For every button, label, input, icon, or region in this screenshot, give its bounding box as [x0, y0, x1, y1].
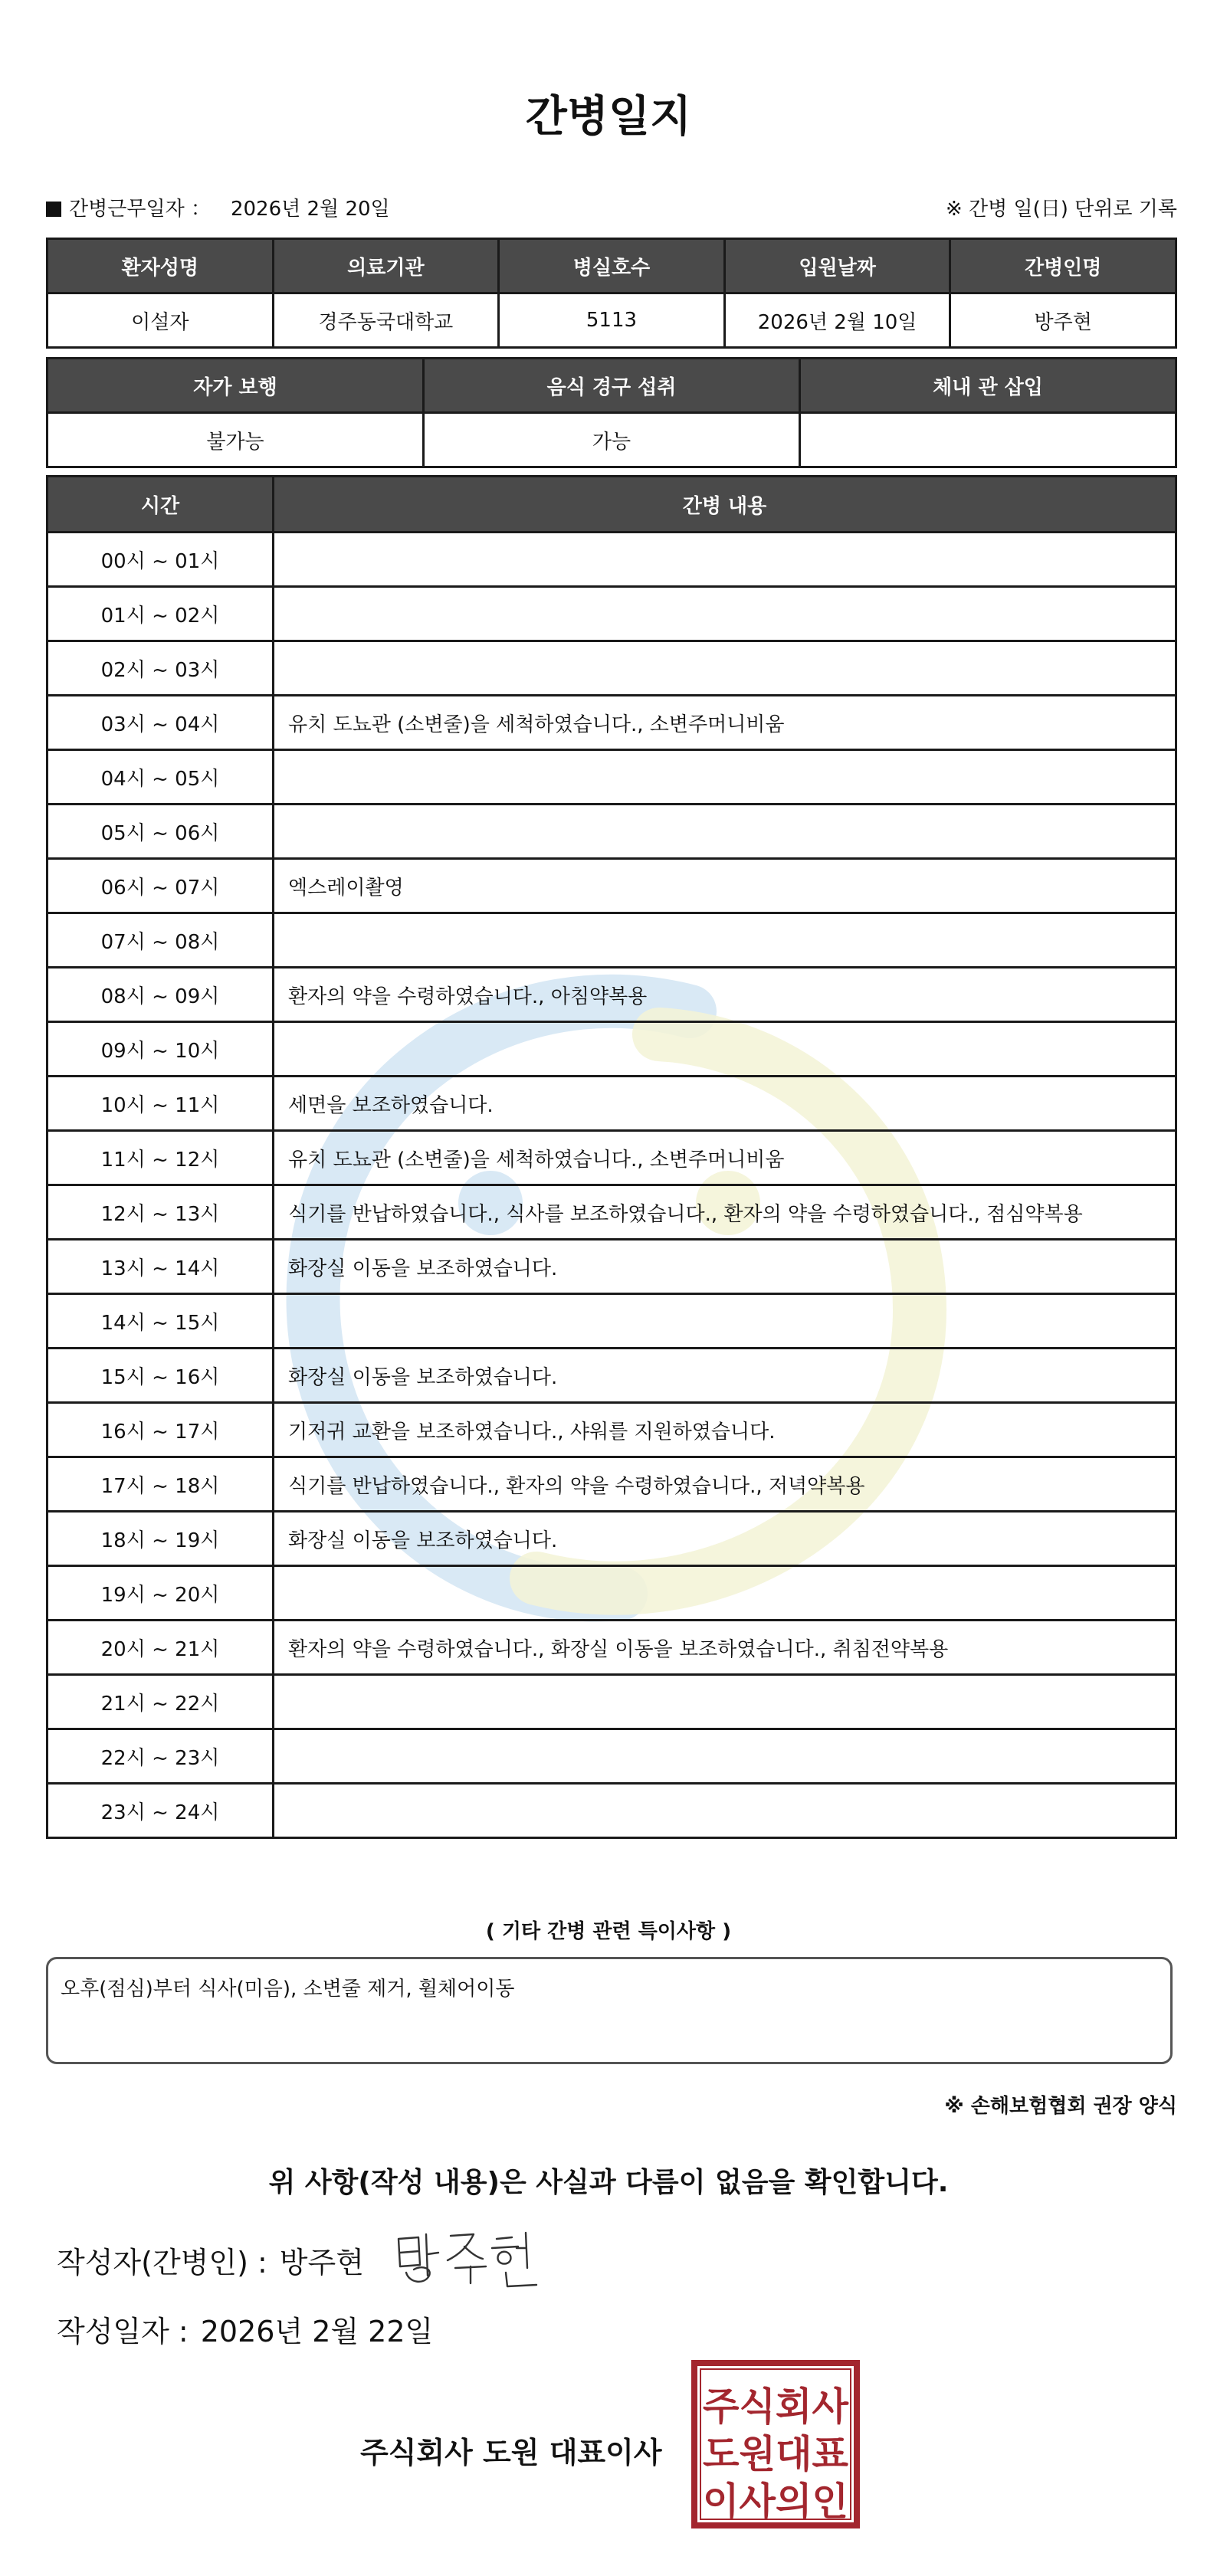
header-caregiver: 간병인명: [950, 239, 1176, 293]
self-walking-value: 불가능: [48, 413, 424, 467]
work-date-label: 간병근무일자 ：: [69, 198, 211, 221]
table-row: [48, 859, 1176, 913]
log-content-cell: 식기를 반납하였습니다., 식사를 보조하였습니다., 환자의 약을 수령하였습니다., 점심약복용: [274, 1185, 1176, 1240]
table-header-row: [48, 477, 1176, 533]
seal-line-3: 이사의인: [703, 2479, 848, 2524]
care-log-table: [46, 475, 1177, 1839]
log-content-cell: 유치 도뇨관 (소변줄)을 세척하였습니다., 소변주머니비움: [274, 1131, 1176, 1185]
log-content-cell: [274, 750, 1176, 805]
log-content-cell: 환자의 약을 수령하였습니다., 아침약복용: [274, 968, 1176, 1022]
log-content-cell: [274, 587, 1176, 641]
table-row: [48, 293, 1176, 348]
table-row: [48, 413, 1176, 467]
header-self-walking: 자가 보행: [48, 359, 424, 413]
company-representative: 주식회사 도원 대표이사: [360, 2436, 662, 2469]
log-content-cell: 화장실 이동을 보조하였습니다.: [274, 1240, 1176, 1294]
room-number: 5113: [499, 293, 725, 348]
written-date-value: 2026년 2월 22일: [200, 2315, 434, 2348]
company-seal-stamp: [690, 2358, 861, 2530]
patient-name: 이설자: [48, 293, 274, 348]
table-row: [48, 1621, 1176, 1675]
table-row: [48, 1784, 1176, 1838]
table-row: [48, 1349, 1176, 1403]
log-content-cell: 식기를 반납하였습니다., 환자의 약을 수령하였습니다., 저녁약복용: [274, 1457, 1176, 1512]
table-row: [48, 1185, 1176, 1240]
log-time-cell: 00시 ~ 01시: [48, 533, 274, 587]
header-oral-intake: 음식 경구 섭취: [424, 359, 800, 413]
log-content-cell: [274, 913, 1176, 968]
writer-line: [57, 2239, 364, 2281]
log-content-cell: [274, 533, 1176, 587]
header-tube-insertion: 체내 관 삽입: [800, 359, 1176, 413]
header-patient-name: 환자성명: [48, 239, 274, 293]
log-content-cell: [274, 1566, 1176, 1621]
log-time-cell: 04시 ~ 05시: [48, 750, 274, 805]
table-row: [48, 1294, 1176, 1349]
form-source-note: ※ 손해보험협회 권장 양식: [944, 2095, 1177, 2118]
table-row: [48, 587, 1176, 641]
caregiver-name: 방주현: [950, 293, 1176, 348]
tube-insertion-value: [800, 413, 1176, 467]
table-row: [48, 968, 1176, 1022]
work-date-line: [46, 193, 390, 221]
table-row: [48, 1131, 1176, 1185]
log-time-cell: 22시 ~ 23시: [48, 1729, 274, 1784]
page-title: 간병일지: [525, 92, 692, 142]
header-time: 시간: [48, 477, 274, 533]
confirmation-statement: 위 사항(작성 내용)은 사실과 다름이 없음을 확인합니다.: [268, 2167, 949, 2198]
seal-line-2: 도원대표: [703, 2432, 849, 2476]
header-admission-date: 입원날짜: [724, 239, 950, 293]
square-bullet-icon: [46, 202, 61, 217]
table-row: [48, 533, 1176, 587]
table-row: [48, 1675, 1176, 1729]
table-header-row: [48, 239, 1176, 293]
log-content-cell: 화장실 이동을 보조하였습니다.: [274, 1349, 1176, 1403]
table-header-row: [48, 359, 1176, 413]
log-content-cell: 세면을 보조하였습니다.: [274, 1077, 1176, 1131]
log-content-cell: 엑스레이촬영: [274, 859, 1176, 913]
table-row: [48, 1403, 1176, 1457]
table-row: [48, 1077, 1176, 1131]
special-notes-box: 오후(점심)부터 식사(미음), 소변줄 제거, 휠체어이동: [46, 1957, 1173, 2064]
log-content-cell: [274, 1729, 1176, 1784]
oral-intake-value: 가능: [424, 413, 800, 467]
log-time-cell: 13시 ~ 14시: [48, 1240, 274, 1294]
log-time-cell: 02시 ~ 03시: [48, 641, 274, 696]
header-hospital: 의료기관: [273, 239, 499, 293]
log-content-cell: [274, 641, 1176, 696]
log-time-cell: 14시 ~ 15시: [48, 1294, 274, 1349]
log-time-cell: 19시 ~ 20시: [48, 1566, 274, 1621]
table-row: [48, 1566, 1176, 1621]
table-row: [48, 1457, 1176, 1512]
work-date-value: 2026년 2월 20일: [230, 198, 390, 221]
log-content-cell: [274, 1294, 1176, 1349]
log-content-cell: 화장실 이동을 보조하였습니다.: [274, 1512, 1176, 1566]
log-time-cell: 09시 ~ 10시: [48, 1022, 274, 1077]
hospital-name: 경주동국대학교: [273, 293, 499, 348]
table-row: [48, 913, 1176, 968]
table-row: [48, 641, 1176, 696]
patient-status-table: [46, 357, 1177, 468]
table-row: [48, 1512, 1176, 1566]
log-time-cell: 08시 ~ 09시: [48, 968, 274, 1022]
log-time-cell: 05시 ~ 06시: [48, 805, 274, 859]
log-time-cell: 15시 ~ 16시: [48, 1349, 274, 1403]
log-time-cell: 11시 ~ 12시: [48, 1131, 274, 1185]
log-content-cell: [274, 1022, 1176, 1077]
log-time-cell: 01시 ~ 02시: [48, 587, 274, 641]
table-row: [48, 1022, 1176, 1077]
log-content-cell: 기저귀 교환을 보조하였습니다., 샤워를 지원하였습니다.: [274, 1403, 1176, 1457]
log-time-cell: 18시 ~ 19시: [48, 1512, 274, 1566]
header-room: 병실호수: [499, 239, 725, 293]
writer-label: 작성자(간병인) :: [57, 2246, 267, 2279]
log-content-cell: [274, 1784, 1176, 1838]
log-content-cell: [274, 1675, 1176, 1729]
log-time-cell: 20시 ~ 21시: [48, 1621, 274, 1675]
table-row: [48, 1240, 1176, 1294]
log-time-cell: 17시 ~ 18시: [48, 1457, 274, 1512]
admission-date: 2026년 2월 10일: [724, 293, 950, 348]
log-time-cell: 07시 ~ 08시: [48, 913, 274, 968]
log-content-cell: 환자의 약을 수령하였습니다., 화장실 이동을 보조하였습니다., 취침전약복용: [274, 1621, 1176, 1675]
log-content-cell: 유치 도뇨관 (소변줄)을 세척하였습니다., 소변주머니비움: [274, 696, 1176, 750]
log-time-cell: 12시 ~ 13시: [48, 1185, 274, 1240]
handwritten-signature: [391, 2222, 544, 2291]
log-time-cell: 23시 ~ 24시: [48, 1784, 274, 1838]
patient-info-table: [46, 238, 1177, 349]
log-time-cell: 21시 ~ 22시: [48, 1675, 274, 1729]
log-time-cell: 03시 ~ 04시: [48, 696, 274, 750]
table-row: [48, 750, 1176, 805]
written-date-line: [57, 2308, 433, 2350]
table-row: [48, 1729, 1176, 1784]
written-date-label: 작성일자 :: [57, 2315, 189, 2348]
table-row: [48, 696, 1176, 750]
log-time-cell: 16시 ~ 17시: [48, 1403, 274, 1457]
record-unit-note: ※ 간병 일(日) 단위로 기록: [945, 198, 1177, 221]
seal-line-1: 주식회사: [703, 2384, 849, 2429]
log-time-cell: 06시 ~ 07시: [48, 859, 274, 913]
special-notes-title: ( 기타 간병 관련 특이사항 ): [485, 1920, 732, 1943]
writer-name: 방주현: [279, 2246, 364, 2279]
table-row: [48, 805, 1176, 859]
header-care-content: 간병 내용: [274, 477, 1176, 533]
log-content-cell: [274, 805, 1176, 859]
log-time-cell: 10시 ~ 11시: [48, 1077, 274, 1131]
